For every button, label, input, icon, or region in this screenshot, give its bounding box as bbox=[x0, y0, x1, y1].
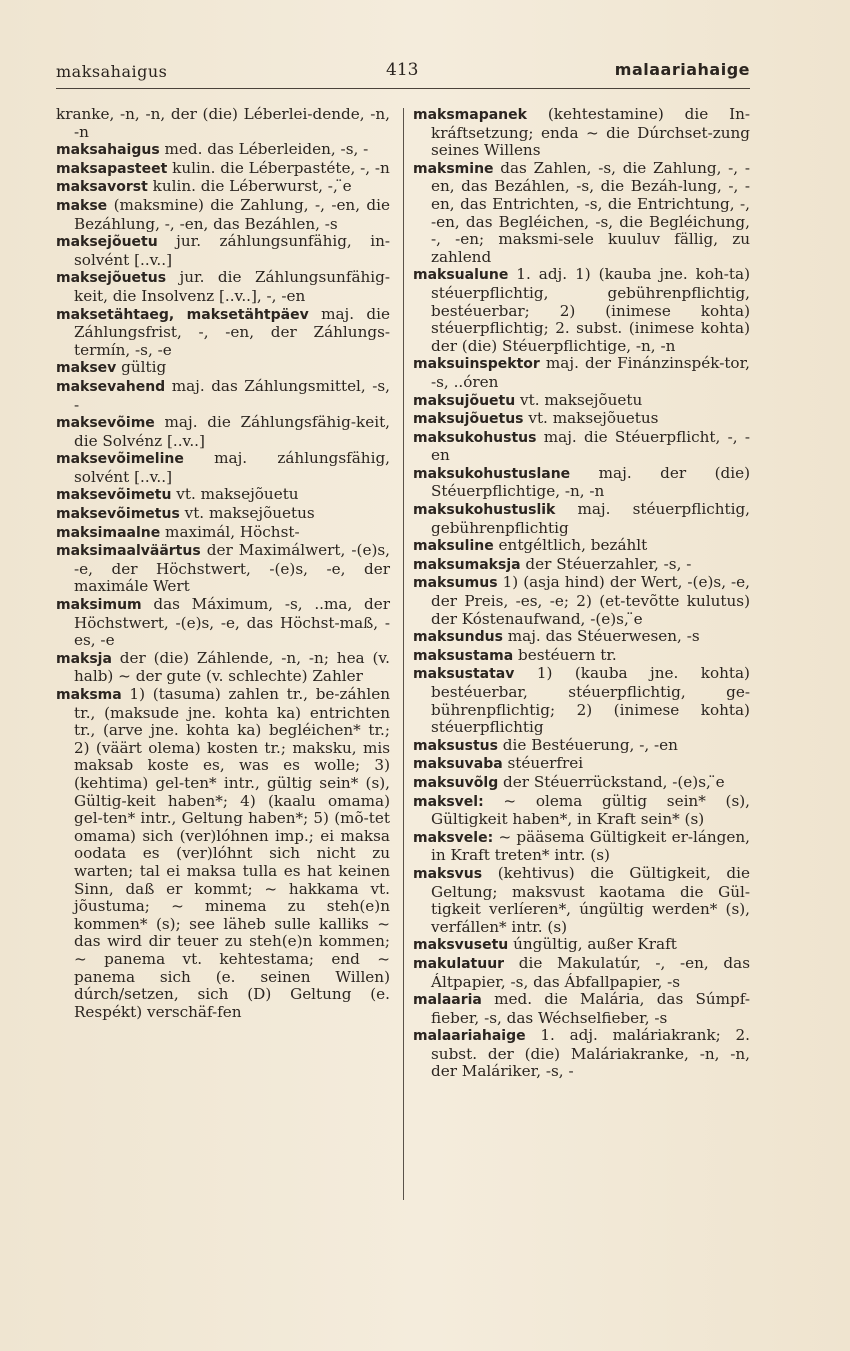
entry-definition: stéuerfrei bbox=[502, 754, 584, 773]
entry-headword: maksumus bbox=[413, 575, 498, 592]
entry-headword: maksapasteet bbox=[56, 160, 168, 177]
entry-definition: die Bestéuerung, -, -en bbox=[497, 735, 678, 754]
dictionary-entry bbox=[413, 266, 750, 355]
entry-headword: maksevahend bbox=[56, 378, 166, 395]
dictionary-entry bbox=[413, 865, 750, 936]
entry-definition: vt. maksejõuetus bbox=[523, 409, 659, 428]
entry-headword: maksimum bbox=[56, 597, 142, 614]
entry-headword: maksmapanek bbox=[413, 107, 527, 123]
column-divider bbox=[403, 108, 404, 1200]
entry-definition: vt. maksejõuetu bbox=[515, 390, 643, 409]
entry-headword: maksujõuetu bbox=[413, 392, 516, 409]
dictionary-entry bbox=[56, 542, 390, 596]
entry-definition: 1. adj. 1) (kauba jne. koh-ta) stéuerpflichtig, gebührenpflichtig, bestéuerbar; 2) (inimese kohta) stéuerpflichtig; 2. subst. (inimese kohta) der (die) Stéuerpflichtige, -n, -n bbox=[431, 265, 750, 355]
dictionary-entry bbox=[413, 991, 750, 1027]
page-number: 413 bbox=[386, 60, 419, 80]
entry-headword: maksejõuetu bbox=[56, 234, 158, 251]
entry-headword: maksvel: bbox=[413, 793, 484, 810]
entry-definition: das Máximum, -s, ..ma, der Höchstwert, -(e)s, -e, das Höchst-maß, -es, -e bbox=[74, 595, 390, 650]
dictionary-entry bbox=[413, 665, 750, 736]
dictionary-entry bbox=[413, 392, 750, 411]
entry-definition: maj. der Finánzinspék-tor, -s, ..óren bbox=[431, 354, 750, 391]
left-column bbox=[56, 106, 390, 1021]
entry-definition: maximál, Höchst- bbox=[160, 522, 300, 541]
dictionary-entry bbox=[56, 197, 390, 233]
dictionary-entry bbox=[56, 450, 390, 486]
entry-headword: malaaria bbox=[413, 992, 482, 1009]
entry-headword: maksimaalne bbox=[56, 524, 161, 541]
entry-definition: ~ olema gültig sein* (s), Gültigkeit haben*, in Kraft sein* (s) bbox=[431, 791, 750, 829]
dictionary-entry bbox=[56, 269, 390, 305]
entry-definition: kulin. die Léberwurst, -, ̈e bbox=[147, 177, 352, 196]
entry-headword: maksmine bbox=[413, 160, 494, 177]
dictionary-entry bbox=[56, 486, 390, 505]
dictionary-entry bbox=[56, 414, 390, 450]
dictionary-entry bbox=[56, 141, 390, 160]
dictionary-entry bbox=[413, 355, 750, 391]
entry-headword: maksukohustuslik bbox=[413, 502, 556, 519]
dictionary-entry bbox=[413, 574, 750, 628]
dictionary-entry bbox=[413, 936, 750, 955]
right-column bbox=[413, 106, 750, 1081]
entry-definition: 1) (kauba jne. kohta) bestéuerbar, stéuerpflichtig, ge-bührenpflichtig; 2) (inimese kohta) stéuerpflichtig bbox=[431, 664, 750, 737]
dictionary-entry bbox=[413, 1027, 750, 1081]
dictionary-entry bbox=[413, 501, 750, 537]
dictionary-entry bbox=[56, 306, 390, 360]
entry-headword: maksimaalväärtus bbox=[56, 543, 201, 560]
dictionary-entry bbox=[56, 505, 390, 524]
entry-headword: maksevõimetu bbox=[56, 487, 172, 504]
entry-definition: kranke, -n, -n, der (die) Léberlei-dende, -n, -n bbox=[56, 105, 390, 141]
entry-definition: maj. das Stéuerwesen, -s bbox=[502, 627, 700, 646]
dictionary-entry bbox=[413, 628, 750, 647]
header-first-entry: maksahaigus bbox=[56, 62, 168, 81]
entry-definition: (maksmine) die Zahlung, -, -en, die Bezáhlung, -, -en, das Bezáhlen, -s bbox=[74, 195, 390, 233]
entry-definition: maj. das Záhlungsmittel, -s, - bbox=[74, 376, 390, 414]
entry-headword: maksukohustuslane bbox=[413, 465, 571, 482]
entry-definition: bestéuern tr. bbox=[513, 645, 617, 664]
entry-definition: 1) (tasuma) zahlen tr., be-záhlen tr., (maksude jne. kohta ka) entrichten tr., (arve jne. kohta ka) begléichen* tr.; 2) (väärt olema) kosten tr.; maksku, mis maksab koste es, was es wolle; 3) (kehtima) gel-ten* intr., gültig sein* (s), Gültig-keit haben*; 4) (kaalu omama) gel-ten* intr., Geltung haben*; 5) (mõ-tet omama) sich (ver)lóhnen imp.; ei maksa oodata es (ver)lóhnt sich nicht zu warten; tal ei maksa tulla es hat keinen Sinn, daß er kommt; ~ hakkama vt. jõustuma; ~ minema zu steh(e)n kommen* (s); see läheb sulle kalliks ~ das wird dir teuer zu steh(e)n kommen; ~ panema vt. kehtestama; end ~ panema sich (e. seinen Willen) dúrch/setzen, sich (D) Geltung (e. Respékt) verschäf-fen bbox=[74, 685, 390, 1021]
entry-headword: maksustus bbox=[413, 737, 498, 754]
entry-definition: úngültig, außer Kraft bbox=[508, 935, 677, 954]
entry-headword: maksuinspektor bbox=[413, 356, 540, 373]
entry-headword: maksvusetu bbox=[413, 937, 509, 954]
dictionary-entry bbox=[413, 755, 750, 774]
entry-headword: maksuline bbox=[413, 538, 494, 555]
entry-definition: maj. der (die) Stéuerpflichtige, -n, -n bbox=[431, 463, 750, 501]
dictionary-entry bbox=[413, 955, 750, 991]
entry-definition: maj. die Záhlungsfrist, -, -en, der Záhlungs-termín, -s, -e bbox=[74, 304, 390, 359]
dictionary-entry bbox=[413, 429, 750, 465]
entry-definition: (kehtestamine) die In-kráftsetzung; enda ~ die Dúrchset-zung seines Willens bbox=[431, 105, 750, 160]
entry-headword: makulatuur bbox=[413, 955, 505, 972]
entry-headword: maksvus bbox=[413, 865, 483, 882]
page-header bbox=[56, 58, 750, 89]
dictionary-entry bbox=[56, 596, 390, 650]
dictionary-entry bbox=[413, 829, 750, 865]
entry-definition: maj. die Stéuerpflicht, -, -en bbox=[431, 427, 750, 465]
dictionary-entry bbox=[413, 774, 750, 793]
dictionary-entry bbox=[413, 737, 750, 756]
dictionary-entry bbox=[56, 650, 390, 686]
dictionary-entry bbox=[56, 233, 390, 269]
entry-definition: das Zahlen, -s, die Zahlung, -, -en, das Bezáhlen, -s, die Bezáh-lung, -, -en, das Entrichten, -s, die Entrichtung, -, -en, das Begléichen, -s, die Begléichung, -, -en; maksmi-sele kuuluv fällig, zu zahlend bbox=[431, 158, 750, 266]
entry-headword: maksahaigus bbox=[56, 142, 160, 159]
entry-definition: jur. záhlungsunfähig, in-solvént [..v..] bbox=[74, 232, 390, 269]
dictionary-entry bbox=[56, 378, 390, 414]
entry-definition: med. das Léberleiden, -s, - bbox=[159, 140, 369, 159]
entry-definition: gültig bbox=[116, 358, 167, 377]
entry-definition: entgéltlich, bezáhlt bbox=[493, 536, 648, 555]
dictionary-entry bbox=[413, 537, 750, 556]
entry-headword: maksustatav bbox=[413, 666, 515, 683]
dictionary-entry bbox=[413, 410, 750, 429]
dictionary-entry bbox=[56, 359, 390, 378]
entry-headword: maksev bbox=[56, 360, 117, 377]
entry-definition: maj. záhlungsfähig, solvént [..v..] bbox=[74, 449, 390, 486]
entry-definition: jur. die Záhlungsunfähig-keit, die Insolvenz [..v..], -, -en bbox=[74, 268, 390, 305]
dictionary-entry bbox=[413, 793, 750, 829]
entry-definition: 1. adj. maláriakrank; 2. subst. der (die) Maláriakranke, -n, -n, der Maláriker, -s, - bbox=[431, 1026, 750, 1081]
dictionary-entry bbox=[413, 647, 750, 666]
dictionary-entry bbox=[56, 160, 390, 179]
entry-definition: maj. stéuerpflichtig, gebührenpflichtig bbox=[431, 500, 750, 537]
dictionary-entry bbox=[413, 106, 750, 160]
dictionary-entry bbox=[56, 524, 390, 543]
entry-definition: kulin. die Léberpastéte, -, -n bbox=[167, 158, 390, 177]
entry-headword: maksavorst bbox=[56, 179, 148, 196]
dictionary-entry bbox=[56, 178, 390, 197]
entry-definition: (kehtivus) die Gültigkeit, die Geltung; maksvust kaotama die Gül-tigkeit verlíeren*, úngültig werden* (s), verfállen* intr. (s) bbox=[431, 863, 750, 936]
entry-headword: maksejõuetus bbox=[56, 270, 167, 287]
entry-definition: der Maximálwert, -(e)s, -e, der Höchstwert, -(e)s, -e, der maximále Wert bbox=[74, 541, 390, 596]
entry-definition: vt. maksejõuetus bbox=[179, 504, 315, 523]
entry-definition: die Makulatúr, -, -en, das Áltpapier, -s, das Ábfallpapier, -s bbox=[431, 953, 750, 991]
entry-definition: ~ pääsema Gültigkeit er-lángen, in Kraft treten* intr. (s) bbox=[431, 827, 750, 865]
entry-definition: vt. maksejõuetu bbox=[171, 485, 299, 504]
dictionary-entry bbox=[56, 686, 390, 1021]
dictionary-entry bbox=[413, 465, 750, 501]
entry-definition: der (die) Záhlende, -n, -n; hea (v. halb) ~ der gute (v. schlechte) Zahler bbox=[74, 648, 390, 686]
entry-headword: maksvele: bbox=[413, 829, 494, 846]
entry-headword: maksuvaba bbox=[413, 756, 503, 773]
header-last-entry: malaariahaige bbox=[614, 60, 750, 79]
entry-definition: maj. die Záhlungsfähig-keit, die Solvénz [..v..] bbox=[74, 413, 390, 450]
entry-headword: maksujõuetus bbox=[413, 411, 524, 428]
entry-definition: der Stéuerzahler, -s, - bbox=[520, 554, 692, 573]
entry-headword: maksetähtaeg, maksetähtpäev bbox=[56, 306, 309, 323]
dictionary-entry bbox=[413, 556, 750, 575]
entry-headword: maksevõimetus bbox=[56, 506, 180, 523]
entry-definition: med. die Malária, das Súmpf-fieber, -s, das Wéchselfieber, -s bbox=[431, 990, 750, 1027]
entry-headword: maksualune bbox=[413, 267, 509, 284]
dictionary-entry bbox=[413, 160, 750, 267]
entry-headword: makse bbox=[56, 197, 108, 214]
entry-headword: maksja bbox=[56, 650, 112, 667]
entry-headword: maksumaksja bbox=[413, 556, 521, 573]
dictionary-entry bbox=[56, 106, 390, 141]
entry-headword: maksma bbox=[56, 687, 122, 703]
entry-headword: maksevõime bbox=[56, 415, 155, 432]
entry-definition: 1) (asja hind) der Wert, -(e)s, -e, der Preis, -es, -e; 2) (et-tevõtte kulutus) der Kóstenaufwand, -(e)s, ̈e bbox=[431, 573, 750, 628]
entry-headword: maksustama bbox=[413, 647, 514, 664]
entry-headword: malaariahaige bbox=[413, 1028, 526, 1045]
entry-headword: maksevõimeline bbox=[56, 451, 184, 468]
entry-headword: maksukohustus bbox=[413, 429, 537, 446]
entry-definition: der Stéuerrückstand, -(e)s, ̈e bbox=[498, 772, 725, 791]
entry-headword: maksuvõlg bbox=[413, 774, 499, 791]
entry-headword: maksundus bbox=[413, 629, 503, 646]
